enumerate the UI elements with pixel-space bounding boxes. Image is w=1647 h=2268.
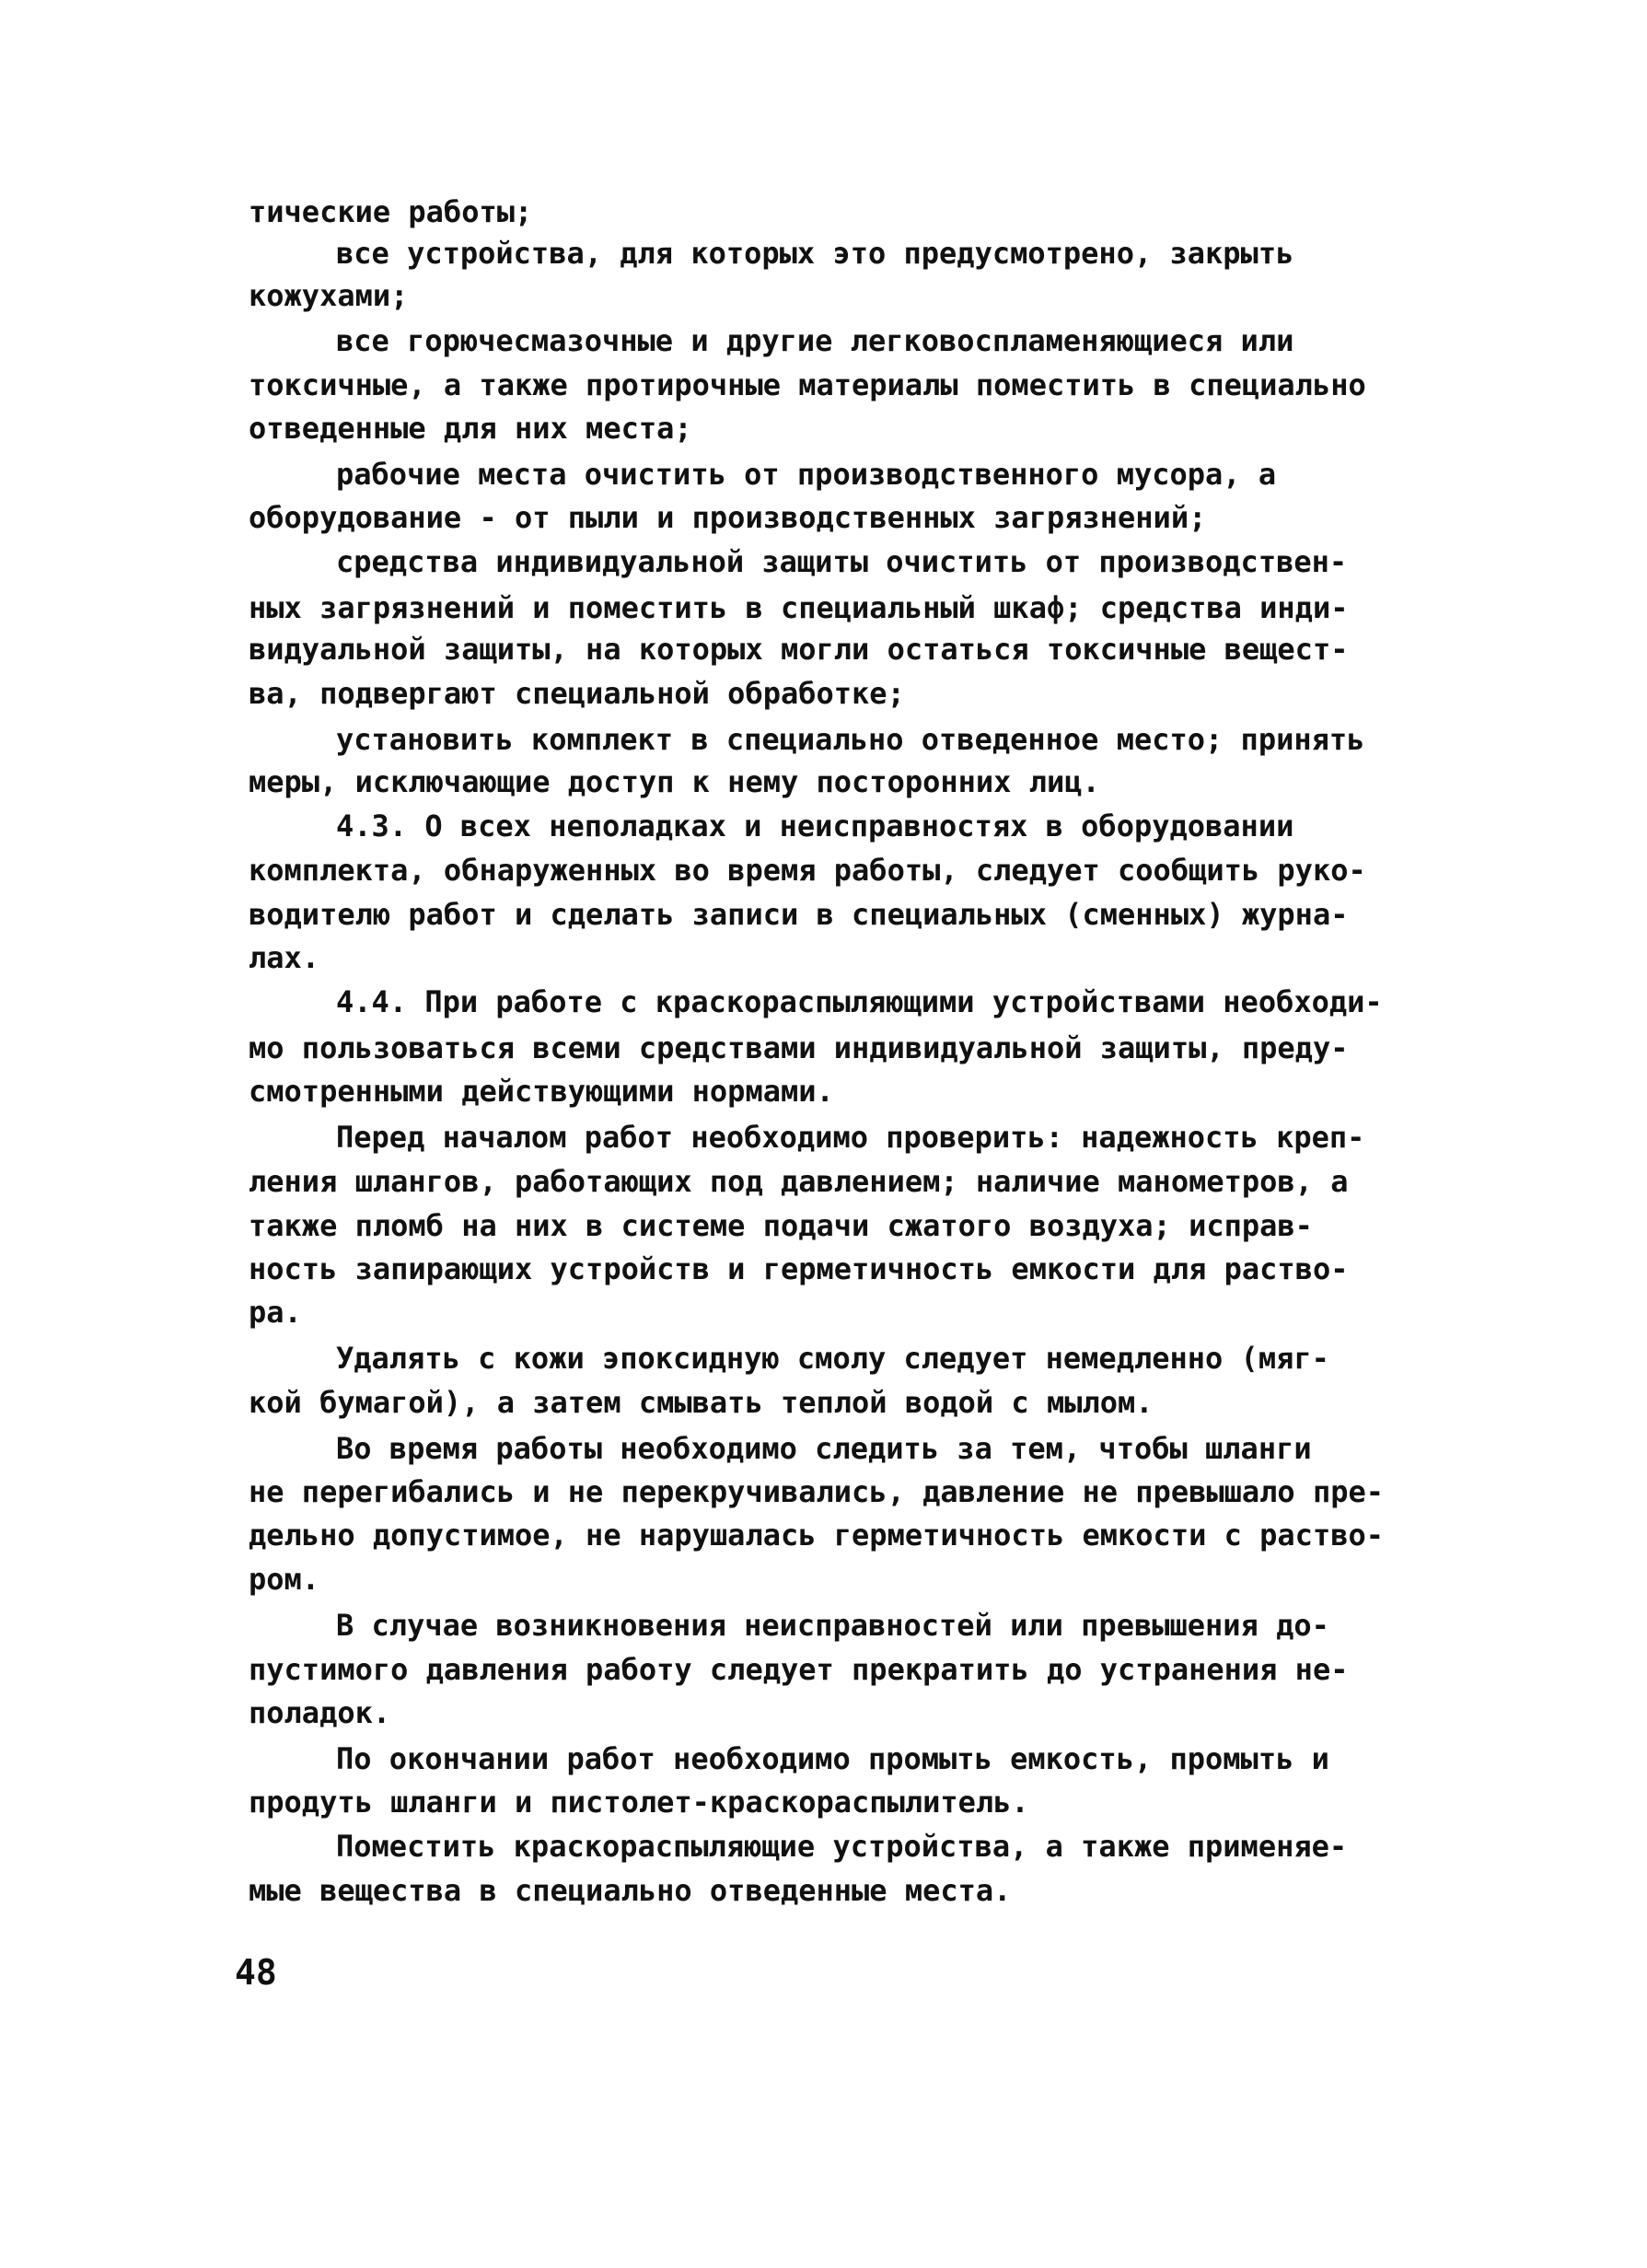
text-line: комплекта, обнаруженных во время работы, следует сообщить руко- [249, 853, 1366, 888]
text-line: Удалять с кожи эпоксидную смолу следует немедленно (мяг- [336, 1341, 1329, 1376]
text-line: отведенные для них места; [249, 411, 692, 446]
text-line: Перед началом работ необходимо проверить: надежность креп- [336, 1120, 1365, 1155]
text-line: пустимого давления работу следует прекратить до устранения не- [249, 1652, 1349, 1687]
text-line: ных загрязнений и поместить в специальный шкаф; средства инди- [249, 590, 1349, 625]
text-line: рабочие места очистить от производственного мусора, а [336, 457, 1277, 492]
text-line: мо пользоваться всеми средствами индивидуальной защиты, преду- [249, 1030, 1349, 1065]
text-line: ления шлангов, работающих под давлением; наличие манометров, а [249, 1164, 1349, 1199]
text-line: ром. [249, 1562, 320, 1597]
text-line: также пломб на них в системе подачи сжатого воздуха; исправ- [249, 1208, 1313, 1243]
text-line: видуальной защиты, на которых могли остаться токсичные вещест- [249, 632, 1349, 667]
text-line: оборудование - от пыли и производственных загрязнений; [249, 500, 1207, 535]
page-number: 48 [235, 1952, 277, 1993]
text-line: тические работы; [249, 194, 533, 229]
text-line: 4.4. При работе с краскораспыляющими устройствами необходи- [336, 984, 1383, 1019]
text-line: средства индивидуальной защиты очистить от производствен- [336, 544, 1348, 579]
text-line: меры, исключающие доступ к нему посторонних лиц. [249, 764, 1100, 799]
text-line: все горючесмазочные и другие легковоспламеняющиеся или [336, 323, 1294, 358]
text-line: 4.3. О всех неполадках и неисправностях в оборудовании [336, 808, 1294, 843]
text-line: лах. [249, 940, 320, 975]
text-line: ность запирающих устройств и герметичность емкости для раство- [249, 1251, 1349, 1286]
text-line: водителю работ и сделать записи в специальных (сменных) журна- [249, 897, 1349, 932]
text-line: ра. [249, 1295, 302, 1330]
text-line: все устройства, для которых это предусмотрено, закрыть [336, 236, 1294, 271]
text-line: поладок. [249, 1695, 391, 1730]
text-line: не перегибались и не перекручивались, давление не превышало пре- [249, 1474, 1384, 1509]
text-line: кой бумагой), а затем смывать теплой водой с мылом. [249, 1385, 1154, 1420]
text-line: токсичные, а также протирочные материалы поместить в специально [249, 367, 1366, 402]
text-line: смотренными действующими нормами. [249, 1074, 834, 1109]
text-line: продуть шланги и пистолет-краскораспылитель. [249, 1785, 1029, 1820]
text-line: В случае возникновения неисправностей или превышения до- [336, 1608, 1329, 1643]
text-line: установить комплект в специально отведенное место; принять [336, 722, 1365, 757]
text-line: кожухами; [249, 278, 409, 313]
text-line: Поместить краскораспыляющие устройства, а также применяе- [336, 1829, 1348, 1864]
text-line: Во время работы необходимо следить за тем, чтобы шланги [336, 1431, 1312, 1466]
text-line: ва, подвергают специальной обработке; [249, 676, 905, 711]
text-line: мые вещества в специально отведенные места. [249, 1873, 1012, 1908]
text-line: дельно допустимое, не нарушалась герметичность емкости с раство- [249, 1518, 1384, 1553]
text-line: По окончании работ необходимо промыть емкость, промыть и [336, 1741, 1329, 1776]
